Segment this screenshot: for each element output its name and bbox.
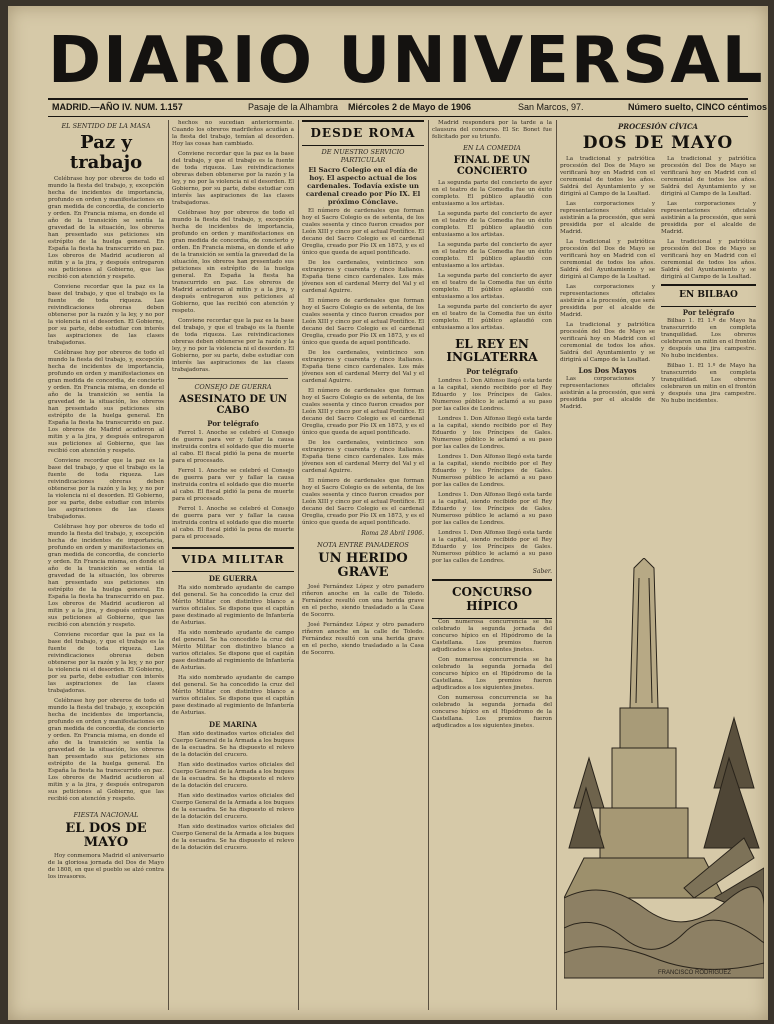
paragraph: Ferrol 1. Anoche se celebró el Consejo de guerra para ver y fallar la causa instruida contra el soldado que dio muerte al cabo. El fiscal pidió la pena de muerte para el procesado. [172, 506, 294, 540]
paragraph: Las corporaciones y representaciones oficiales asistirán a la procesión, que será presidida por el alcalde de Madrid. [560, 375, 655, 410]
section-header [302, 120, 424, 146]
article-body [172, 585, 294, 717]
monument-illustration [564, 558, 764, 990]
paragraph: La tradicional y patriótica procesión del Dos de Mayo se verificará hoy en Madrid con el ceremonial de todos los años. Saldrá del Ayuntamiento y se dirigirá al Campo de la Lealtad. [661, 238, 756, 280]
headline-concurso-hipico: CONCURSO HÍPICO [451, 585, 533, 613]
paragraph: La tradicional y patriótica procesión del Dos de Mayo se verificará hoy en Madrid con el ceremonial de todos los años. Saldrá del Ayuntamiento y se dirigirá al Campo de la Lealtad. [560, 321, 655, 363]
obelisk-drawing [564, 558, 764, 978]
paragraph: Ha sido nombrado ayudante de campo del general. Se ha concedido la cruz del Mérito Militar con distintivo blanco a varios oficiales. Se dispone que el capitán pase destinado al regimiento de Infantería de Asturias. [172, 585, 294, 627]
paragraph: De los cardenales, veinticinco son extranjeros y cuarenta y cinco italianos. España tiene cinco cardenales. Los más jóvenes son el cardenal Merry del Val y el cardenal Aguirre. [302, 350, 424, 385]
paragraph: Celébrase hoy por obreros de todo el mundo la fiesta del trabajo, y, excepción hecha de incidentes de importancia, profundo en orden y manifestaciones en gran medida de concordia, de concierto y orden. En Francia misma, en donde el año de la transición se sentía la gravedad de la situación, los obreros han presentado sus peticiones sin estrépito de la huelga general. En España la fiesta ha transcurrido en paz. Los obreros de Madrid acudieron al mitin y a la jira, y después entregaron sus peticiones al Gobierno, que las recibió con atención y respeto. [48, 349, 164, 454]
paragraph: hechos no sucedían anteriormente. Cuando los obreros madrileños acudían a la fiesta del trabajo, temían al desorden. Hoy las cosas han cambiado. [172, 120, 294, 147]
paragraph: El número de cardenales que forman hoy el Sacro Colegio es de setenta, de los cuales sesenta y cinco fueron creados por León XIII y cinco por el actual Pontífice. El decano del Sacro Colegio es el cardenal Oreglia, creado por Pío IX en 1873, y es el único que queda de aquel pontificado. [302, 298, 424, 347]
paragraph: La segunda parte del concierto de ayer en el teatro de la Comedia fue un éxito completo. El público aplaudió con entusiasmo a los artistas. [432, 180, 552, 207]
issue-number: MADRID.—AÑO IV. NUM. 1.157 [52, 102, 183, 112]
kicker: NOTA ENTRE PANADEROS [317, 541, 409, 550]
article-body [432, 180, 552, 332]
paragraph: La segunda parte del concierto de ayer en el teatro de la Comedia fue un éxito completo. El público aplaudió con entusiasmo a los artistas. [432, 273, 552, 300]
paragraph: Con numerosa concurrencia se ha celebrado la segunda jornada del concurso hípico en el Hipódromo de la Castellana. Los premios fueron adjudicados a los siguientes jinetes. [432, 656, 552, 691]
paragraph: Con numerosa concurrencia se ha celebrado la segunda jornada del concurso hípico en el Hipódromo de la Castellana. Los premios fueron adjudicados a los siguientes jinetes. [432, 694, 552, 729]
kicker: EL SENTIDO DE LA MASA [61, 122, 151, 130]
paragraph: Londres 1. Don Alfonso llegó esta tarde a la capital, siendo recibido por el Rey Eduardo y los Príncipes de Gales. Numeroso público le aclamó a su paso por las calles de Londres. [432, 492, 552, 527]
article-body [302, 208, 424, 527]
paragraph: Londres 1. Don Alfonso llegó esta tarde a la capital, siendo recibido por el Rey Eduardo y los Príncipes de Gales. Numeroso público le aclamó a su paso por las calles de Londres. [432, 454, 552, 489]
paragraph: Bilbao 1. El 1.º de Mayo ha transcurrido en completa tranquilidad. Los obreros celebraron un mitin en el frontón y después una jira campestre. No hubo incidentes. [661, 362, 756, 404]
article-body [172, 731, 294, 852]
headline-asesinato: ASESINATO DE UN CABO [178, 394, 288, 416]
paragraph: El número de cardenales que forman hoy el Sacro Colegio es de setenta, de los cuales sesenta y cinco fueron creados por León XIII y cinco por el actual Pontífice. El decano del Sacro Colegio es el cardenal Oreglia, creado por Pío IX en 1873, y es el único que queda de aquel pontificado. [302, 388, 424, 437]
dateline [48, 98, 768, 117]
paragraph: Ferrol 1. Anoche se celebró el Consejo de guerra para ver y fallar la causa instruida contra el soldado que dio muerte al cabo. El fiscal pidió la pena de muerte para el procesado. [172, 468, 294, 502]
paragraph: Con numerosa concurrencia se ha celebrado la segunda jornada del concurso hípico en el Hipódromo de la Castellana. Los premios fueron adjudicados a los siguientes jinetes. [432, 618, 552, 653]
article-body [48, 176, 164, 803]
article-body [432, 619, 552, 730]
article-body [432, 378, 552, 565]
paragraph: Celébrase hoy por obreros de todo el mundo la fiesta del trabajo, y, excepción hecha de incidentes de importancia, profundo en orden y manifestaciones en gran medida de concordia, de concierto y orden. En Francia misma, en donde el año de la transición se sentía la gravedad de la situación, los obreros han presentado sus peticiones sin estrépito de la huelga general. En España la fiesta ha transcurrido en paz. Los obreros de Madrid acudieron al mitin y a la jira, y después entregaron sus peticiones al Gobierno, que las recibió con atención y respeto. [48, 697, 164, 802]
signature: Saber. [532, 568, 552, 576]
price: Número suelto, CINCO céntimos [628, 102, 768, 112]
paragraph: José Fernández López y otro panadero riñeron anoche en la calle de Toledo. Fernández resultó con una herida grave en el pecho, siendo trasladado a la Casa de Socorro. [302, 621, 424, 656]
column-1 [48, 120, 164, 1010]
headline-desde-roma: DESDE ROMA [310, 126, 416, 140]
dateline-roma: Roma 28 Abril 1906. [361, 530, 424, 538]
paragraph: Hoy conmemora Madrid el aniversario de la gloriosa jornada del Dos de Mayo de 1808, en que el pueblo se alzó contra los invasores. [48, 853, 164, 881]
paragraph: Londres 1. Don Alfonso llegó esta tarde a la capital, siendo recibido por el Rey Eduardo y los Príncipes de Gales. Numeroso público le aclamó a su paso por las calles de Londres. [432, 530, 552, 565]
subhead: Los Dos Mayos [578, 365, 637, 375]
paragraph: La tradicional y patriótica procesión del Dos de Mayo se verificará hoy en Madrid con el ceremonial de todos los años. Saldrá del Ayuntamiento y se dirigirá al Campo de la Lealtad. [661, 155, 756, 197]
paragraph: Las corporaciones y representaciones oficiales asistirán a la procesión, que será presidida por el alcalde de Madrid. [661, 200, 756, 235]
paragraph: José Fernández López y otro panadero riñeron anoche en la calle de Toledo. Fernández resultó con una herida grave en el pecho, siendo trasladado a la Casa de Socorro. [302, 583, 424, 618]
address: Pasaje de la Alhambra [248, 102, 339, 112]
paragraph: Ha sido nombrado ayudante de campo del general. Se ha concedido la cruz del Mérito Militar con distintivo blanco a varios oficiales. Se dispone que el capitán pase destinado al regimiento de Infantería de Asturias. [172, 630, 294, 672]
lead: El Sacro Colegio en el día de hoy. El aspecto actual de los cardenales. Todavía existe un cardenal creado por Pío IX. El próximo Cónclave. [305, 166, 421, 207]
subhead: Por telégrafo [682, 307, 735, 317]
headline-paz-y-trabajo: Paz y trabajo [69, 132, 143, 173]
paragraph: La segunda parte del concierto de ayer en el teatro de la Comedia fue un éxito completo. El público aplaudió con entusiasmo a los artistas. [432, 304, 552, 331]
headline-final-concierto: FINAL DE UN CONCIERTO [453, 155, 531, 177]
column-rule [428, 120, 429, 1010]
paragraph: Celébrase hoy por obreros de todo el mundo la fiesta del trabajo, y, excepción hecha de incidentes de importancia, profundo en orden y manifestaciones en gran medida de concordia, de concierto y orden. En Francia misma, en donde el año de la transición se sentía la gravedad de la situación, los obreros han presentado sus peticiones sin estrépito de la huelga general. En España la fiesta ha transcurrido en paz. Los obreros de Madrid acudieron al mitin y a la jira, y después entregaron sus peticiones al Gobierno, que las recibió con atención y respeto. [172, 210, 294, 314]
paragraph: Conviene recordar que la paz es la base del trabajo, y que el trabajo es la fuente de toda riqueza. Las reivindicaciones obreras deben obtenerse por la razón y la ley, y no por la violencia ni el desorden. El Gobierno, por su parte, debe estudiar con interés las aspiraciones de las clases trabajadoras. [48, 283, 164, 346]
paragraph: El número de cardenales que forman hoy el Sacro Colegio es de setenta, de los cuales sesenta y cinco fueron creados por León XIII y cinco por el actual Pontífice. El decano del Sacro Colegio es el cardenal Oreglia, creado por Pío IX en 1873, y es el único que queda de aquel pontificado. [302, 478, 424, 527]
phone: San Marcos, 97. [518, 102, 584, 112]
article-body [172, 430, 294, 541]
headline-en-bilbao: EN BILBAO [679, 289, 738, 300]
paragraph: Celébrase hoy por obreros de todo el mundo la fiesta del trabajo, y, excepción hecha de incidentes de importancia, profundo en orden y manifestaciones en gran medida de concordia, de concierto y orden. En Francia misma, en donde el año de la transición se sentía la gravedad de la situación, los obreros han presentado sus peticiones sin estrépito de la huelga general. En España la fiesta ha transcurrido en paz. Los obreros de Madrid acudieron al mitin y a la jira, y después entregaron sus peticiones al Gobierno, que las recibió con atención y respeto. [48, 175, 164, 280]
section-header [661, 284, 756, 307]
column-5 [560, 120, 756, 560]
issue-date: Miércoles 2 de Mayo de 1906 [348, 102, 472, 112]
paragraph: Conviene recordar que la paz es la base del trabajo, y que el trabajo es la fuente de toda riqueza. Las reivindicaciones obreras deben obtenerse por la razón y la ley, y no por la violencia ni el desorden. El Gobierno, por su parte, debe estudiar con interés las aspiraciones de las clases trabajadoras. [172, 151, 294, 206]
paragraph: Bilbao 1. El 1.º de Mayo ha transcurrido en completa tranquilidad. Los obreros celebraron un mitin en el frontón y después una jira campestre. No hubo incidentes. [661, 317, 756, 359]
headline-rey-inglaterra: EL REY EN INGLATERRA [446, 337, 538, 365]
divider [178, 378, 288, 379]
paragraph: De los cardenales, veinticinco son extranjeros y cuarenta y cinco italianos. España tiene cinco cardenales. Los más jóvenes son el cardenal Merry del Val y el cardenal Aguirre. [302, 440, 424, 475]
kicker: FIESTA NACIONAL [73, 810, 139, 819]
headline-herido-grave: UN HERIDO GRAVE [318, 551, 408, 581]
illustration-caption: FRANCISCO RODRIGUEZ [658, 970, 732, 976]
column-rule [298, 120, 299, 1010]
subhead: Por telégrafo [466, 367, 518, 377]
subhead: Por telégrafo [207, 419, 259, 428]
paragraph: Ha sido nombrado ayudante de campo del general. Se ha concedido la cruz del Mérito Militar con distintivo blanco a varios oficiales. Se dispone que el capitán pase destinado al regimiento de Infantería de Asturias. [172, 675, 294, 717]
article-body [560, 156, 756, 411]
paragraph: Han sido destinados varios oficiales del Cuerpo General de la Armada a los buques de la escuadra. Se ha dispuesto el relevo de la dotación del crucero. [172, 731, 294, 759]
paragraph: El número de cardenales que forman hoy el Sacro Colegio es de setenta, de los cuales sesenta y cinco fueron creados por León XIII y cinco por el actual Pontífice. El decano del Sacro Colegio es el cardenal Oreglia, creado por Pío IX en 1873, y es el único que queda de aquel pontificado. [302, 208, 424, 257]
subhead: DE GUERRA [208, 574, 258, 584]
paragraph: Han sido destinados varios oficiales del Cuerpo General de la Armada a los buques de la escuadra. Se ha dispuesto el relevo de la dotación del crucero. [172, 762, 294, 790]
kicker: DE NUESTRO SERVICIO PARTICULAR [321, 148, 405, 165]
headline-dos-de-mayo: EL DOS DE MAYO [65, 820, 147, 850]
section-header [172, 547, 294, 572]
paragraph: De los cardenales, veinticinco son extranjeros y cuarenta y cinco italianos. España tiene cinco cardenales. Los más jóvenes son el cardenal Merry del Val y el cardenal Aguirre. [302, 260, 424, 295]
masthead-title: DIARIO UNIVERSAL [48, 24, 765, 98]
column-rule [168, 120, 169, 1010]
paragraph: La tradicional y patriótica procesión del Dos de Mayo se verificará hoy en Madrid con el ceremonial de todos los años. Saldrá del Ayuntamiento y se dirigirá al Campo de la Lealtad. [560, 238, 655, 280]
column-4 [432, 120, 552, 1010]
paragraph: Celébrase hoy por obreros de todo el mundo la fiesta del trabajo, y, excepción hecha de incidentes de importancia, profundo en orden y manifestaciones en gran medida de concordia, de concierto y orden. En Francia misma, en donde el año de la transición se sentía la gravedad de la situación, los obreros han presentado sus peticiones sin estrépito de la huelga general. En España la fiesta ha transcurrido en paz. Los obreros de Madrid acudieron al mitin y a la jira, y después entregaron sus peticiones al Gobierno, que las recibió con atención y respeto. [48, 523, 164, 628]
article-body [172, 120, 294, 374]
article-body [432, 120, 552, 141]
paragraph: Madrid responderá por la tarde a la clausura del concurso. El Sr. Bonet fue felicitado por su triunfo. [432, 120, 552, 140]
paragraph: Conviene recordar que la paz es la base del trabajo, y que el trabajo es la fuente de toda riqueza. Las reivindicaciones obreras deben obtenerse por la razón y la ley, y no por la violencia ni el desorden. El Gobierno, por su parte, debe estudiar con interés las aspiraciones de las clases trabajadoras. [48, 631, 164, 694]
section-header [432, 579, 552, 618]
subhead: DE MARINA [209, 720, 257, 730]
kicker: CONSEJO DE GUERRA [194, 383, 272, 391]
article-body [48, 853, 164, 881]
paragraph: Londres 1. Don Alfonso llegó esta tarde a la capital, siendo recibido por el Rey Eduardo y los Príncipes de Gales. Numeroso público le aclamó a su paso por las calles de Londres. [432, 378, 552, 413]
paragraph: Las corporaciones y representaciones oficiales asistirán a la procesión, que será presidida por el alcalde de Madrid. [560, 200, 655, 235]
paragraph: La segunda parte del concierto de ayer en el teatro de la Comedia fue un éxito completo. El público aplaudió con entusiasmo a los artistas. [432, 211, 552, 238]
article-body [302, 584, 424, 657]
headline-vida-militar: VIDA MILITAR [181, 553, 285, 566]
column-3 [302, 120, 424, 1010]
paragraph: La segunda parte del concierto de ayer en el teatro de la Comedia fue un éxito completo. El público aplaudió con entusiasmo a los artistas. [432, 242, 552, 269]
column-2 [172, 120, 294, 1010]
paragraph: La tradicional y patriótica procesión del Dos de Mayo se verificará hoy en Madrid con el ceremonial de todos los años. Saldrá del Ayuntamiento y se dirigirá al Campo de la Lealtad. [560, 155, 655, 197]
paragraph: Han sido destinados varios oficiales del Cuerpo General de la Armada a los buques de la escuadra. Se ha dispuesto el relevo de la dotación del crucero. [172, 793, 294, 821]
kicker: PROCESIÓN CÍVICA [618, 122, 698, 131]
paragraph: Londres 1. Don Alfonso llegó esta tarde a la capital, siendo recibido por el Rey Eduardo y los Príncipes de Gales. Numeroso público le aclamó a su paso por las calles de Londres. [432, 416, 552, 451]
paragraph: Han sido destinados varios oficiales del Cuerpo General de la Armada a los buques de la escuadra. Se ha dispuesto el relevo de la dotación del crucero. [172, 824, 294, 852]
paragraph: Las corporaciones y representaciones oficiales asistirán a la procesión, que será presidida por el alcalde de Madrid. [560, 283, 655, 318]
paragraph: Conviene recordar que la paz es la base del trabajo, y que el trabajo es la fuente de toda riqueza. Las reivindicaciones obreras deben obtenerse por la razón y la ley, y no por la violencia ni el desorden. El Gobierno, por su parte, debe estudiar con interés las aspiraciones de las clases trabajadoras. [172, 318, 294, 373]
paragraph: Ferrol 1. Anoche se celebró el Consejo de guerra para ver y fallar la causa instruida contra el soldado que dio muerte al cabo. El fiscal pidió la pena de muerte para el procesado. [172, 430, 294, 464]
column-rule [556, 120, 557, 1010]
newspaper-page [8, 6, 768, 1020]
kicker: EN LA COMEDIA [463, 144, 521, 152]
paragraph: Conviene recordar que la paz es la base del trabajo, y que el trabajo es la fuente de toda riqueza. Las reivindicaciones obreras deben obtenerse por la razón y la ley, y no por la violencia ni el desorden. El Gobierno, por su parte, debe estudiar con interés las aspiraciones de las clases trabajadoras. [48, 457, 164, 520]
headline-dos-de-mayo-procesion: DOS DE MAYO [582, 133, 734, 153]
